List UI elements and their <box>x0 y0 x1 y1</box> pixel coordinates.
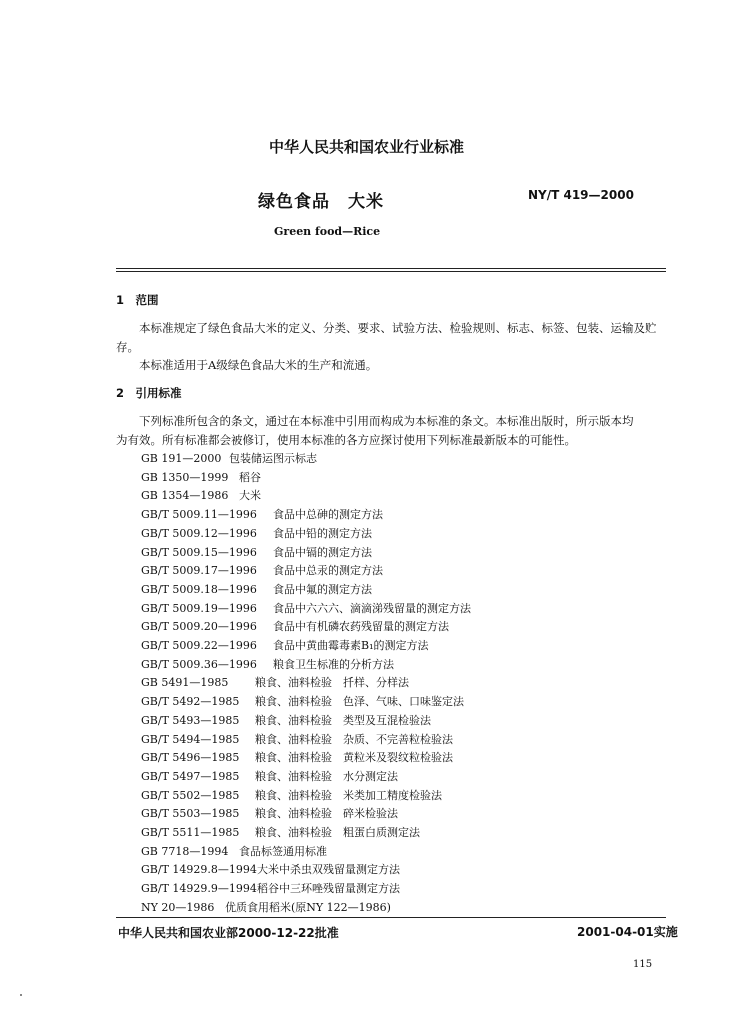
reference-title: 大米 <box>239 489 261 503</box>
reference-code: GB/T 5009.11—1996 <box>141 508 257 522</box>
reference-item <box>141 637 429 653</box>
org-title: 中华人民共和国农业行业标准 <box>268 138 464 156</box>
reference-item <box>141 469 261 485</box>
scope-para1-line1: 本标准规定了绿色食品大米的定义、分类、要求、试验方法、检验规则、标志、标签、包装、运输及贮 <box>139 321 657 335</box>
reference-code: GB/T 5496—1985 <box>141 751 240 765</box>
reference-item <box>141 450 317 466</box>
reference-title: 食品中铅的测定方法 <box>273 526 372 540</box>
reference-code: GB/T 14929.9—1994 <box>141 882 257 896</box>
reference-code: GB/T 5502—1985 <box>141 788 240 802</box>
reference-item <box>141 861 400 877</box>
reference-title: 稻谷中三环唑残留量测定方法 <box>257 882 400 896</box>
reference-title: 粮食、油料检验 水分测定法 <box>255 769 398 783</box>
footer-rule <box>116 917 666 918</box>
header-rule-bottom <box>116 271 666 272</box>
reference-item <box>141 600 471 616</box>
reference-item <box>141 899 391 915</box>
doc-code: NY/T 419—2000 <box>528 188 634 202</box>
reference-code: GB/T 5493—1985 <box>141 713 240 727</box>
reference-code: GB/T 5009.15—1996 <box>141 545 257 559</box>
reference-item <box>141 544 372 560</box>
reference-title: 粮食、油料检验 杂质、不完善粒检验法 <box>255 732 453 746</box>
reference-item <box>141 880 400 896</box>
reference-item <box>141 731 453 747</box>
reference-item <box>141 656 394 672</box>
reference-code: GB/T 5009.20—1996 <box>141 620 257 634</box>
reference-item <box>141 693 464 709</box>
reference-item <box>141 618 449 634</box>
refs-para-line2: 为有效。所有标准都会被修订，使用本标准的各方应探讨使用下列标准最新版本的可能性。 <box>116 433 576 447</box>
reference-title: 大米中杀虫双残留量测定方法 <box>257 863 400 877</box>
reference-code: GB/T 5492—1985 <box>141 695 240 709</box>
reference-code: GB/T 5009.18—1996 <box>141 582 257 596</box>
reference-item <box>141 712 431 728</box>
english-title: Green food—Rice <box>274 225 381 238</box>
scope-para2: 本标准适用于A级绿色食品大米的生产和流通。 <box>139 358 378 372</box>
scan-speck <box>20 994 22 996</box>
reference-item <box>141 674 409 690</box>
reference-code: GB/T 5009.12—1996 <box>141 526 257 540</box>
reference-item <box>141 824 420 840</box>
reference-code: GB/T 5009.19—1996 <box>141 601 257 615</box>
reference-code: GB/T 5009.17—1996 <box>141 564 257 578</box>
reference-code: GB/T 5511—1985 <box>141 826 240 839</box>
reference-item <box>141 525 372 541</box>
reference-title: 粮食、油料检验 米类加工精度检验法 <box>255 788 442 802</box>
reference-item <box>141 768 398 784</box>
approval-date: 中华人民共和国农业部2000-12-22批准 <box>118 926 339 940</box>
reference-code: GB/T 5503—1985 <box>141 807 240 821</box>
doc-title: 绿色食品 大米 <box>258 192 384 212</box>
reference-item <box>141 843 327 859</box>
reference-title: 食品中镉的测定方法 <box>273 545 372 559</box>
reference-title: 食品中总汞的测定方法 <box>273 564 383 578</box>
reference-item <box>141 581 372 597</box>
reference-code: GB/T 14929.8—1994 <box>141 863 257 877</box>
reference-title: 食品中氟的测定方法 <box>273 582 372 596</box>
reference-item <box>141 487 261 503</box>
reference-title: 食品中有机磷农药残留量的测定方法 <box>273 620 449 634</box>
reference-code: GB/T 5009.22—1996 <box>141 639 257 652</box>
section-heading-refs: 2 引用标准 <box>116 386 182 400</box>
reference-item <box>141 805 398 821</box>
effective-date: 2001-04-01实施 <box>577 925 678 939</box>
reference-title: 食品标签通用标准 <box>239 844 327 858</box>
reference-code: GB 1350—1999 <box>141 470 229 484</box>
page-number: 115 <box>633 959 653 970</box>
reference-code: NY 20—1986 <box>141 900 215 914</box>
reference-title: 优质食用稻米(原NY 122—1986) <box>225 900 391 914</box>
reference-item <box>141 562 383 578</box>
reference-item <box>141 787 442 803</box>
reference-title: 粮食、油料检验 扦样、分样法 <box>255 676 409 690</box>
reference-title: 稻谷 <box>239 470 261 484</box>
reference-code: GB 5491—1985 <box>141 676 229 690</box>
scope-para1-line2: 存。 <box>116 340 139 354</box>
reference-title: 粮食、油料检验 类型及互混检验法 <box>255 713 431 727</box>
reference-title: 粮食、油料检验 粗蛋白质测定法 <box>255 826 420 839</box>
reference-code: GB/T 5494—1985 <box>141 732 240 746</box>
reference-title: 粮食、油料检验 碎米检验法 <box>255 807 398 821</box>
reference-code: GB 7718—1994 <box>141 844 229 858</box>
reference-title: 食品中六六六、滴滴涕残留量的测定方法 <box>273 601 471 615</box>
reference-item <box>141 749 453 765</box>
reference-title: 粮食、油料检验 色泽、气味、口味鉴定法 <box>255 695 464 709</box>
reference-title: 食品中黄曲霉毒素B₁的测定方法 <box>273 639 429 652</box>
header-rule-top <box>116 268 666 269</box>
reference-title: 食品中总砷的测定方法 <box>273 508 383 522</box>
reference-code: GB 191—2000 <box>141 452 222 465</box>
reference-title: 粮食卫生标准的分析方法 <box>273 657 394 671</box>
reference-code: GB/T 5009.36—1996 <box>141 657 257 671</box>
refs-para-line1: 下列标准所包含的条文，通过在本标准中引用而构成为本标准的条文。本标准出版时，所示版本均 <box>139 414 634 428</box>
reference-title: 包装储运图示标志 <box>229 452 317 465</box>
reference-code: GB/T 5497—1985 <box>141 769 240 783</box>
reference-item <box>141 506 383 522</box>
reference-title: 粮食、油料检验 黄粒米及裂纹粒检验法 <box>255 751 453 765</box>
section-heading-scope: 1 范围 <box>116 293 159 307</box>
reference-code: GB 1354—1986 <box>141 489 229 503</box>
